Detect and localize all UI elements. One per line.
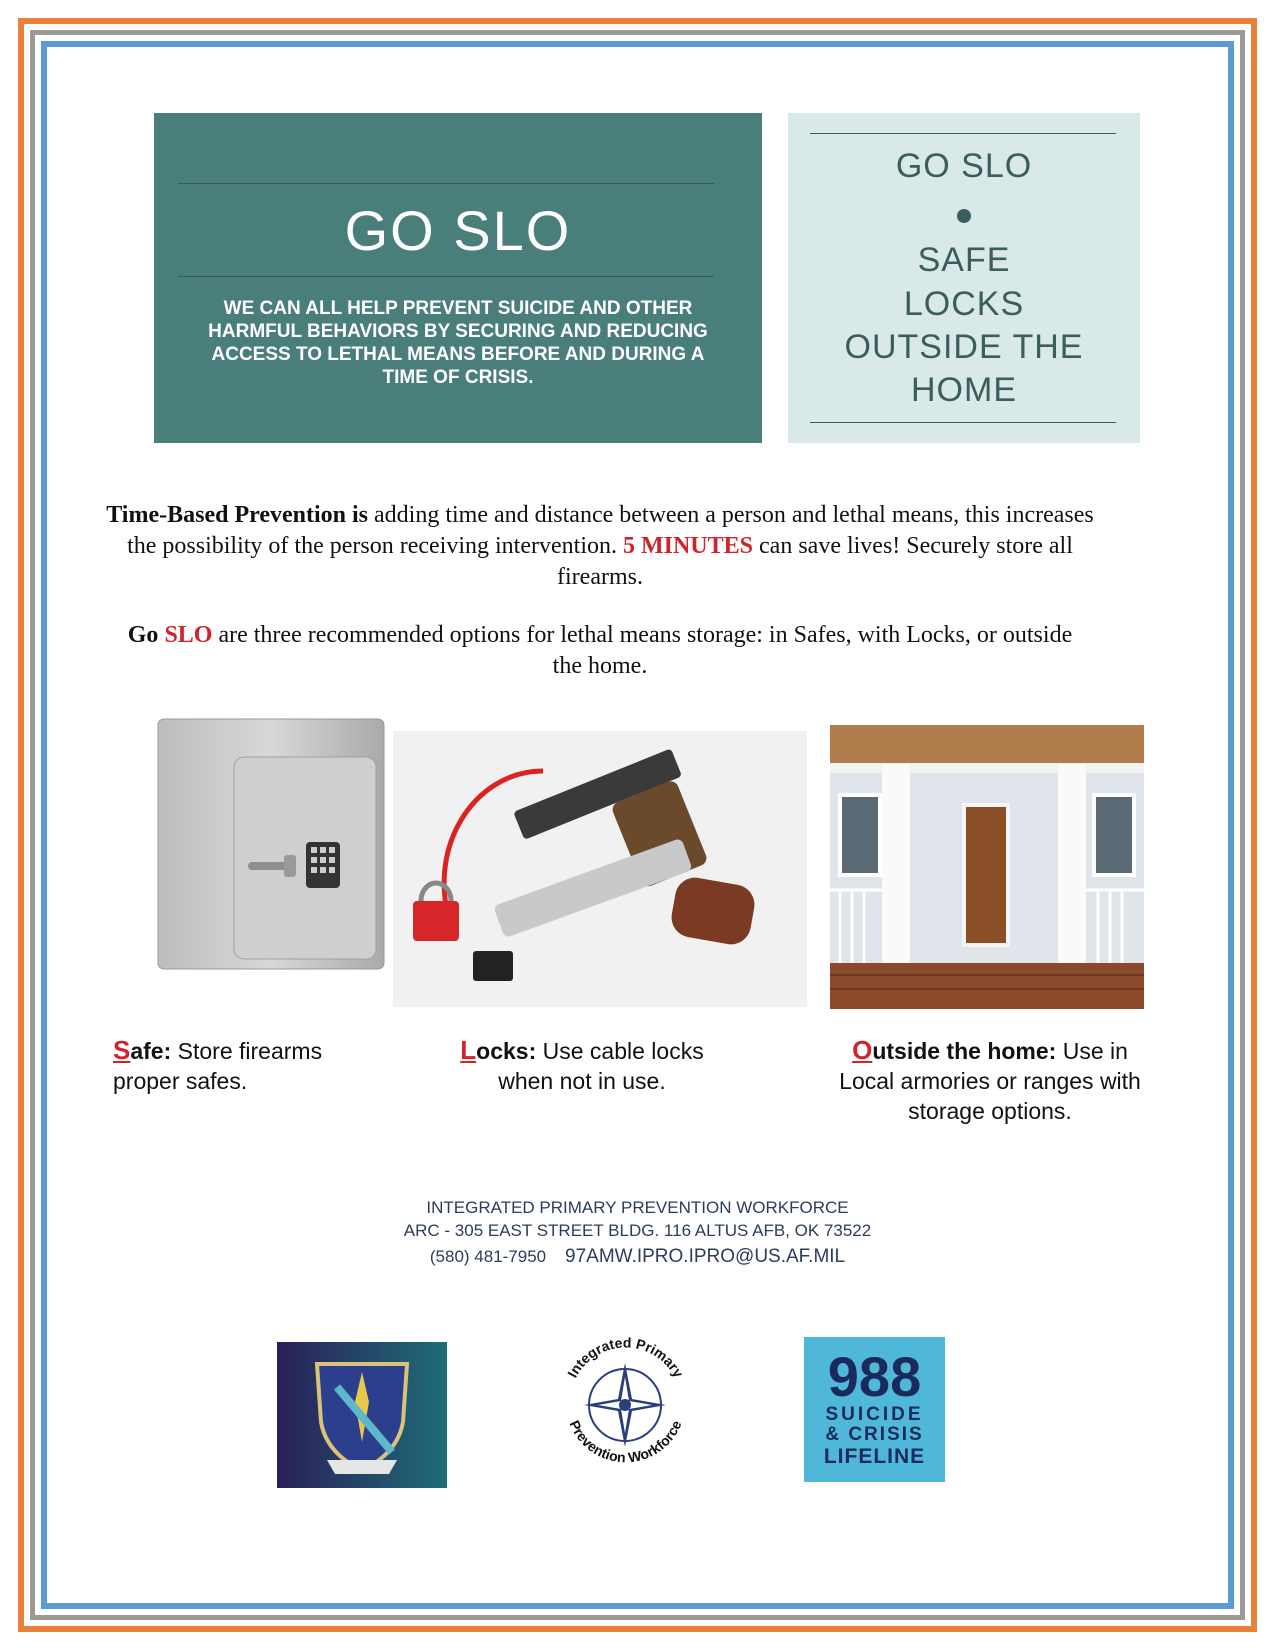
acronym-home: HOME xyxy=(911,371,1017,409)
banner-rule-top xyxy=(178,183,714,184)
footer-contact xyxy=(0,1246,1275,1268)
988-lifeline-logo xyxy=(804,1337,945,1482)
options-paragraph xyxy=(120,620,1080,682)
acronym-outside: OUTSIDE THE xyxy=(844,328,1084,366)
firearms-with-locks-photo xyxy=(393,731,807,1007)
acronym-safe: SAFE xyxy=(917,241,1011,279)
acronym-rule-top xyxy=(810,133,1116,134)
options-text: are three recommended options for lethal means storage: in Safes, with Locks, or outside the home. xyxy=(212,622,1073,679)
outside-text: Use in Local armories or ranges with storage options. xyxy=(839,1038,1141,1124)
footer-org: INTEGRATED PRIMARY PREVENTION WORKFORCE xyxy=(426,1198,849,1217)
safe-text: Store firearms proper safes. xyxy=(113,1038,323,1094)
go-slo-banner xyxy=(154,113,762,443)
house-porch-photo xyxy=(830,725,1144,1009)
intro-paragraph xyxy=(90,500,1110,593)
ipw-logo-bottom-text: Prevention Workforce xyxy=(566,1417,685,1466)
lifeline-line-lifeline: LIFELINE xyxy=(823,1445,926,1468)
intro-text: adding time and distance between a person and lethal means, this increases the possibility of the person receiving intervention. xyxy=(127,502,1094,559)
safe-caption xyxy=(113,1035,383,1096)
safe-photo xyxy=(156,717,386,971)
banner-title: GO SLO xyxy=(344,199,572,262)
footer-address: ARC - 305 EAST STREET BLDG. 116 ALTUS AFB, OK 73522 xyxy=(403,1221,872,1240)
acronym-title: GO SLO xyxy=(895,147,1033,185)
acronym-locks: LOCKS xyxy=(903,285,1025,323)
footer-phone: (580) 481-7950 xyxy=(429,1247,547,1266)
options-lead: Go xyxy=(127,622,165,648)
footer-email: 97AMW.IPRO.IPRO@US.AF.MIL xyxy=(565,1246,846,1267)
banner-message: WE CAN ALL HELP PREVENT SUICIDE AND OTHER HARMFUL BEHAVIORS BY SECURING AND REDUCING ACCESS TO LETHAL MEANS BEFORE AND DURING A TIME OF CRISIS. xyxy=(208,298,708,388)
locks-caption xyxy=(432,1035,732,1096)
outside-label: utside the home: xyxy=(872,1038,1057,1064)
locks-initial: L xyxy=(460,1035,477,1065)
lifeline-line-suicide: SUICIDE xyxy=(825,1404,924,1425)
lifeline-number: 988 xyxy=(827,1345,922,1408)
slo-highlight: SLO xyxy=(164,622,213,648)
outside-initial: O xyxy=(852,1035,873,1065)
lifeline-line-crisis: & CRISIS xyxy=(825,1424,924,1445)
intro-bold-lead: Time-Based Prevention is xyxy=(106,502,368,528)
intro-text-end: can save lives! Securely store all firearms. xyxy=(557,533,1073,590)
ipw-logo xyxy=(548,1325,703,1480)
locks-label: ocks: xyxy=(476,1038,537,1064)
outside-caption xyxy=(825,1035,1155,1126)
locks-text: Use cable locks when not in use. xyxy=(498,1038,704,1094)
safe-initial: S xyxy=(113,1035,131,1065)
safe-label: afe: xyxy=(130,1038,172,1064)
bullet-dot-icon xyxy=(957,209,971,223)
banner-rule-bottom xyxy=(178,276,714,277)
acronym-rule-bottom xyxy=(810,422,1116,423)
go-slo-acronym-banner xyxy=(788,113,1140,443)
five-minutes-highlight: 5 MINUTES xyxy=(622,533,754,559)
ipw-logo-top-text: Integrated Primary xyxy=(564,1334,687,1381)
wing-shield-logo xyxy=(277,1342,447,1488)
